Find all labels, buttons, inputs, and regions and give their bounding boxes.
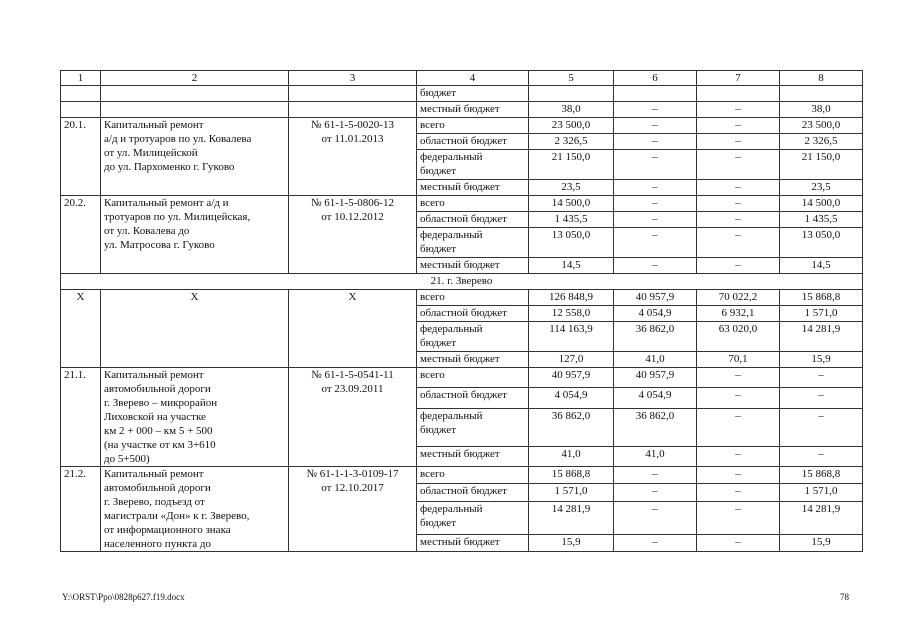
column-header: 2 [101, 71, 289, 86]
table-cell [61, 86, 101, 102]
amount-cell: 36 862,0 [614, 408, 697, 446]
funding-source-cell: областной бюджет [417, 212, 529, 228]
table-cell [289, 102, 417, 118]
amount-cell: 114 163,9 [529, 322, 614, 352]
item-document-cell: № 61-1-1-3-0109-17 от 12.10.2017 [289, 467, 417, 552]
amount-cell: 14 500,0 [529, 196, 614, 212]
amount-cell: – [780, 368, 863, 388]
amount-cell: 14,5 [529, 258, 614, 274]
amount-cell: – [780, 388, 863, 408]
amount-cell: 1 435,5 [529, 212, 614, 228]
column-header: 4 [417, 71, 529, 86]
amount-cell: 14 281,9 [529, 501, 614, 534]
amount-cell: 15,9 [780, 534, 863, 551]
table-cell: – [697, 102, 780, 118]
amount-cell: 36 862,0 [529, 408, 614, 446]
table-row [61, 102, 863, 118]
table-cell [101, 86, 289, 102]
amount-cell: – [697, 134, 780, 150]
amount-cell: – [614, 467, 697, 484]
funding-source-cell: местный бюджет [417, 352, 529, 368]
amount-cell: 63 020,0 [697, 322, 780, 352]
funding-source-cell: федеральный бюджет [417, 322, 529, 352]
amount-cell: – [614, 534, 697, 551]
amount-cell: – [780, 446, 863, 466]
amount-cell: 14 281,9 [780, 501, 863, 534]
amount-cell: 15 868,8 [780, 290, 863, 306]
amount-cell: – [697, 118, 780, 134]
item-name-cell: Капитальный ремонт автомобильной дороги г. Зверево – микрорайон Лиховской на участке км 2 + 000 – км 5 + 500 (на участке от км 3+610 до 5+500) [101, 368, 289, 467]
column-header: 5 [529, 71, 614, 86]
amount-cell: 15 868,8 [780, 467, 863, 484]
funding-source-cell: всего [417, 196, 529, 212]
amount-cell: – [614, 501, 697, 534]
item-number-cell: 21.2. [61, 467, 101, 552]
funding-source-cell: всего [417, 368, 529, 388]
funding-source-cell: областной бюджет [417, 484, 529, 501]
amount-cell: 23,5 [780, 180, 863, 196]
amount-cell: 40 957,9 [529, 368, 614, 388]
amount-cell: – [697, 484, 780, 501]
amount-cell: – [614, 258, 697, 274]
amount-cell: – [697, 388, 780, 408]
amount-cell: – [697, 228, 780, 258]
table-cell [697, 86, 780, 102]
amount-cell: 127,0 [529, 352, 614, 368]
item-document-cell: № 61-1-5-0541-11 от 23.09.2011 [289, 368, 417, 467]
amount-cell: 2 326,5 [780, 134, 863, 150]
table-body [61, 71, 863, 552]
table-cell: местный бюджет [417, 102, 529, 118]
table-row [61, 86, 863, 102]
item-number-cell: 20.2. [61, 196, 101, 274]
amount-cell: – [697, 534, 780, 551]
funding-source-cell: местный бюджет [417, 446, 529, 466]
amount-cell: 1 435,5 [780, 212, 863, 228]
amount-cell: – [697, 467, 780, 484]
amount-cell: – [697, 196, 780, 212]
amount-cell: 14 281,9 [780, 322, 863, 352]
amount-cell: 70 022,2 [697, 290, 780, 306]
table-cell: бюджет [417, 86, 529, 102]
amount-cell: 2 326,5 [529, 134, 614, 150]
amount-cell: – [614, 118, 697, 134]
amount-cell: 70,1 [697, 352, 780, 368]
amount-cell: – [697, 212, 780, 228]
amount-cell: – [614, 228, 697, 258]
column-header: 6 [614, 71, 697, 86]
summary-cell: Х [61, 290, 101, 368]
funding-source-cell: федеральный бюджет [417, 408, 529, 446]
funding-source-cell: местный бюджет [417, 258, 529, 274]
amount-cell: 6 932,1 [697, 306, 780, 322]
amount-cell: – [614, 212, 697, 228]
table-cell [780, 86, 863, 102]
funding-source-cell: местный бюджет [417, 534, 529, 551]
funding-source-cell: всего [417, 118, 529, 134]
table-cell [61, 102, 101, 118]
amount-cell: 40 957,9 [614, 368, 697, 388]
amount-cell: – [697, 150, 780, 180]
amount-cell: – [697, 368, 780, 388]
column-header: 7 [697, 71, 780, 86]
column-header: 8 [780, 71, 863, 86]
table-cell [101, 102, 289, 118]
amount-cell: – [697, 408, 780, 446]
amount-cell: 41,0 [529, 446, 614, 466]
amount-cell: 4 054,9 [529, 388, 614, 408]
funding-source-cell: федеральный бюджет [417, 150, 529, 180]
item-name-cell: Капитальный ремонт автомобильной дороги г. Зверево, подъезд от магистрали «Дон» к г. Зверево, от информационного знака населенного пункта до [101, 467, 289, 552]
amount-cell: – [614, 134, 697, 150]
amount-cell: – [697, 180, 780, 196]
table-row [61, 290, 863, 306]
amount-cell: 4 054,9 [614, 388, 697, 408]
funding-source-cell: областной бюджет [417, 134, 529, 150]
amount-cell: 15,9 [780, 352, 863, 368]
amount-cell: 126 848,9 [529, 290, 614, 306]
amount-cell: 40 957,9 [614, 290, 697, 306]
table-cell [614, 86, 697, 102]
item-name-cell: Капитальный ремонт а/д и тротуаров по ул. Милицейская, от ул. Ковалева до ул. Матросова г. Гуково [101, 196, 289, 274]
table-cell: – [614, 102, 697, 118]
table-row [61, 467, 863, 484]
column-header: 3 [289, 71, 417, 86]
funding-source-cell: федеральный бюджет [417, 228, 529, 258]
amount-cell: – [614, 150, 697, 180]
funding-source-cell: областной бюджет [417, 388, 529, 408]
table-cell: 38,0 [780, 102, 863, 118]
amount-cell: 41,0 [614, 446, 697, 466]
amount-cell: 23 500,0 [780, 118, 863, 134]
funding-source-cell: областной бюджет [417, 306, 529, 322]
amount-cell: 23,5 [529, 180, 614, 196]
amount-cell: – [697, 258, 780, 274]
amount-cell: 13 050,0 [780, 228, 863, 258]
item-number-cell: 21.1. [61, 368, 101, 467]
amount-cell: 12 558,0 [529, 306, 614, 322]
amount-cell: 1 571,0 [780, 306, 863, 322]
table-row [61, 196, 863, 212]
column-header: 1 [61, 71, 101, 86]
amount-cell: 4 054,9 [614, 306, 697, 322]
amount-cell: 15,9 [529, 534, 614, 551]
amount-cell: 21 150,0 [529, 150, 614, 180]
amount-cell: 21 150,0 [780, 150, 863, 180]
summary-cell: Х [101, 290, 289, 368]
amount-cell: 14 500,0 [780, 196, 863, 212]
amount-cell: 13 050,0 [529, 228, 614, 258]
funding-source-cell: всего [417, 290, 529, 306]
funding-source-cell: федеральный бюджет [417, 501, 529, 534]
funding-source-cell: местный бюджет [417, 180, 529, 196]
amount-cell: 36 862,0 [614, 322, 697, 352]
item-document-cell: № 61-1-5-0020-13 от 11.01.2013 [289, 118, 417, 196]
footer-file-path: Y:\ORST\Ppo\0828p627.f19.docx [62, 592, 185, 602]
amount-cell: 14,5 [780, 258, 863, 274]
summary-cell: Х [289, 290, 417, 368]
amount-cell: – [614, 484, 697, 501]
table-row [61, 118, 863, 134]
amount-cell: 41,0 [614, 352, 697, 368]
footer-page-number: 78 [840, 592, 849, 602]
table-cell [529, 86, 614, 102]
item-document-cell: № 61-1-5-0806-12 от 10.12.2012 [289, 196, 417, 274]
section-row [61, 274, 863, 290]
table-row [61, 368, 863, 388]
section-title: 21. г. Зверево [61, 274, 863, 290]
table-cell: 38,0 [529, 102, 614, 118]
header-row [61, 71, 863, 86]
amount-cell: 1 571,0 [529, 484, 614, 501]
table-cell [289, 86, 417, 102]
amount-cell: – [614, 180, 697, 196]
budget-table [60, 70, 863, 552]
funding-source-cell: всего [417, 467, 529, 484]
amount-cell: – [697, 501, 780, 534]
amount-cell: – [614, 196, 697, 212]
amount-cell: 23 500,0 [529, 118, 614, 134]
item-number-cell: 20.1. [61, 118, 101, 196]
amount-cell: 1 571,0 [780, 484, 863, 501]
amount-cell: – [780, 408, 863, 446]
item-name-cell: Капитальный ремонт а/д и тротуаров по ул. Ковалева от ул. Милицейской до ул. Пархоменко г. Гуково [101, 118, 289, 196]
amount-cell: 15 868,8 [529, 467, 614, 484]
amount-cell: – [697, 446, 780, 466]
